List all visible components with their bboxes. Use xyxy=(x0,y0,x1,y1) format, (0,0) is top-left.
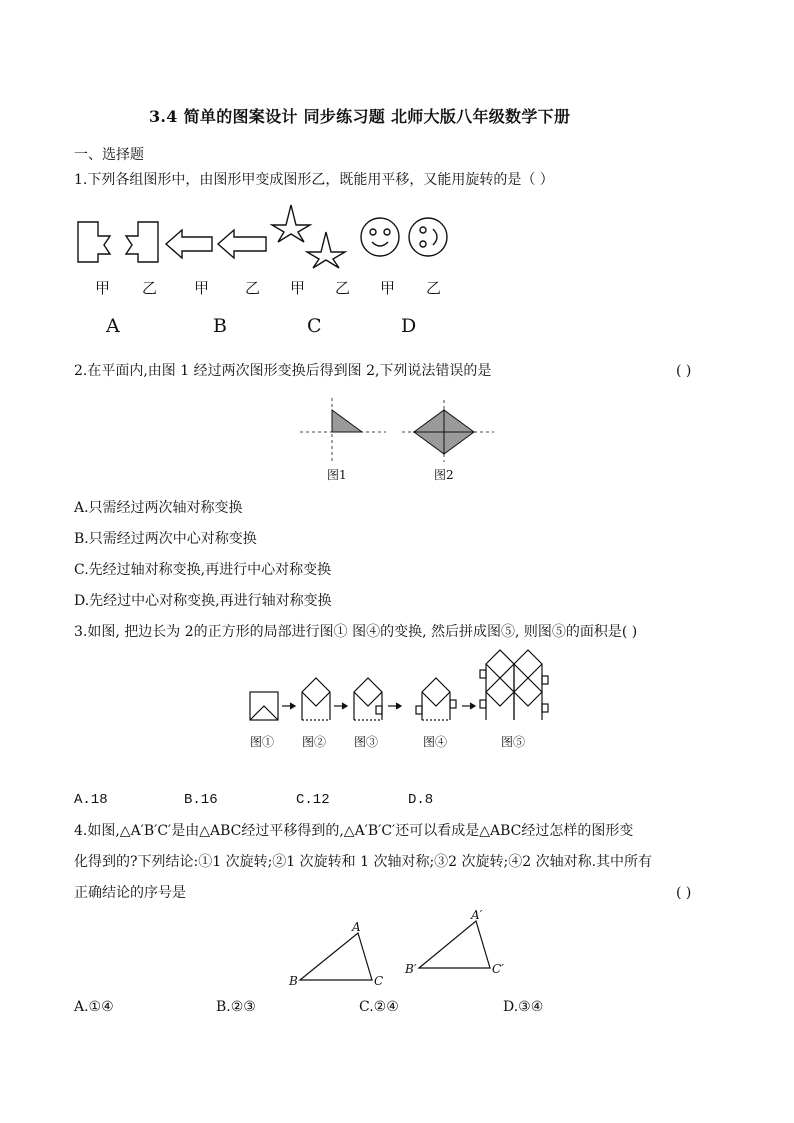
q4-stem-line1: 4.如图,△A′B′C′是由△ABC经过平移得到的,△A′B′C′还可以看成是△ABC经过怎样的图形变 xyxy=(74,823,634,839)
q2-option-c[interactable]: C.先经过轴对称变换,再进行中心对称变换 xyxy=(74,562,332,578)
q1-label-d-jia: 甲 xyxy=(380,279,396,297)
q1-label-c-yi: 乙 xyxy=(335,279,351,297)
q2-option-d[interactable]: D.先经过中心对称变换,再进行轴对称变换 xyxy=(74,593,332,609)
q1-option-b[interactable]: B xyxy=(213,315,227,337)
q4-option-b[interactable]: B.②③ xyxy=(216,999,256,1015)
q4-label-b-prime: B′ xyxy=(405,962,417,976)
q4-option-d[interactable]: D.③④ xyxy=(503,999,544,1015)
q4-stem-line2: 化得到的?下列结论:①1 次旋转;②1 次旋转和 1 次轴对称;③2 次旋转;④2 次轴对称.其中所有 xyxy=(74,854,653,870)
q1-label-d-yi: 乙 xyxy=(426,279,442,297)
q4-label-c-prime: C′ xyxy=(492,962,504,976)
page-title: 3.4 简单的图案设计 同步练习题 北师大版八年级数学下册 xyxy=(149,107,571,126)
q3-option-d[interactable]: D.8 xyxy=(408,792,434,808)
q1-label-a-yi: 乙 xyxy=(142,279,158,297)
q2-fig2-caption: 图2 xyxy=(434,468,454,482)
q1-option-a[interactable]: A xyxy=(106,315,120,337)
q1-label-b-yi: 乙 xyxy=(245,279,261,297)
q1-label-a-jia: 甲 xyxy=(95,279,111,297)
q4-option-a[interactable]: A.①④ xyxy=(74,999,114,1015)
q3-fig2-caption: 图② xyxy=(302,735,327,749)
q4-triangle-abc xyxy=(300,933,372,980)
q1-option-c[interactable]: C xyxy=(307,315,322,337)
q3-option-b[interactable]: B.16 xyxy=(184,792,218,808)
q4-label-a: A xyxy=(352,920,361,934)
q1-label-b-jia: 甲 xyxy=(194,279,210,297)
q4-option-c[interactable]: C.②④ xyxy=(359,999,399,1015)
q1-option-d[interactable]: D xyxy=(401,315,417,337)
q4-answer-paren: ( ) xyxy=(676,885,692,901)
q2-option-b[interactable]: B.只需经过两次中心对称变换 xyxy=(74,531,257,547)
q2-option-a[interactable]: A.只需经过两次轴对称变换 xyxy=(74,500,243,516)
q2-answer-paren: ( ) xyxy=(676,363,692,379)
q3-fig5-caption: 图⑤ xyxy=(501,735,526,749)
q3-option-a[interactable]: A.18 xyxy=(74,792,108,808)
q3-fig1-caption: 图① xyxy=(250,735,275,749)
q4-label-c: C xyxy=(374,974,384,988)
q2-stem: 2.在平面内,由图 1 经过两次图形变换后得到图 2,下列说法错误的是 xyxy=(74,363,492,379)
section-heading: 一、选择题 xyxy=(74,147,144,163)
q3-fig4-caption: 图④ xyxy=(423,735,448,749)
q3-stem: 3.如图, 把边长为 2的正方形的局部进行图① 图④的变换, 然后拼成图⑤, 则图⑤的面积是( ) xyxy=(74,624,638,640)
q3-fig3-caption: 图③ xyxy=(354,735,379,749)
q2-fig1-caption: 图1 xyxy=(327,468,347,482)
q4-label-a-prime: A′ xyxy=(471,908,483,922)
q4-label-b: B xyxy=(289,974,298,988)
q3-option-c[interactable]: C.12 xyxy=(296,792,330,808)
q4-triangle-a2b2c2 xyxy=(419,921,490,968)
q1-label-c-jia: 甲 xyxy=(290,279,306,297)
q1-stem: 1.下列各组图形中，由图形甲变成图形乙，既能用平移，又能用旋转的是（ ） xyxy=(74,172,554,188)
q4-stem-line3: 正确结论的序号是 xyxy=(74,885,186,901)
